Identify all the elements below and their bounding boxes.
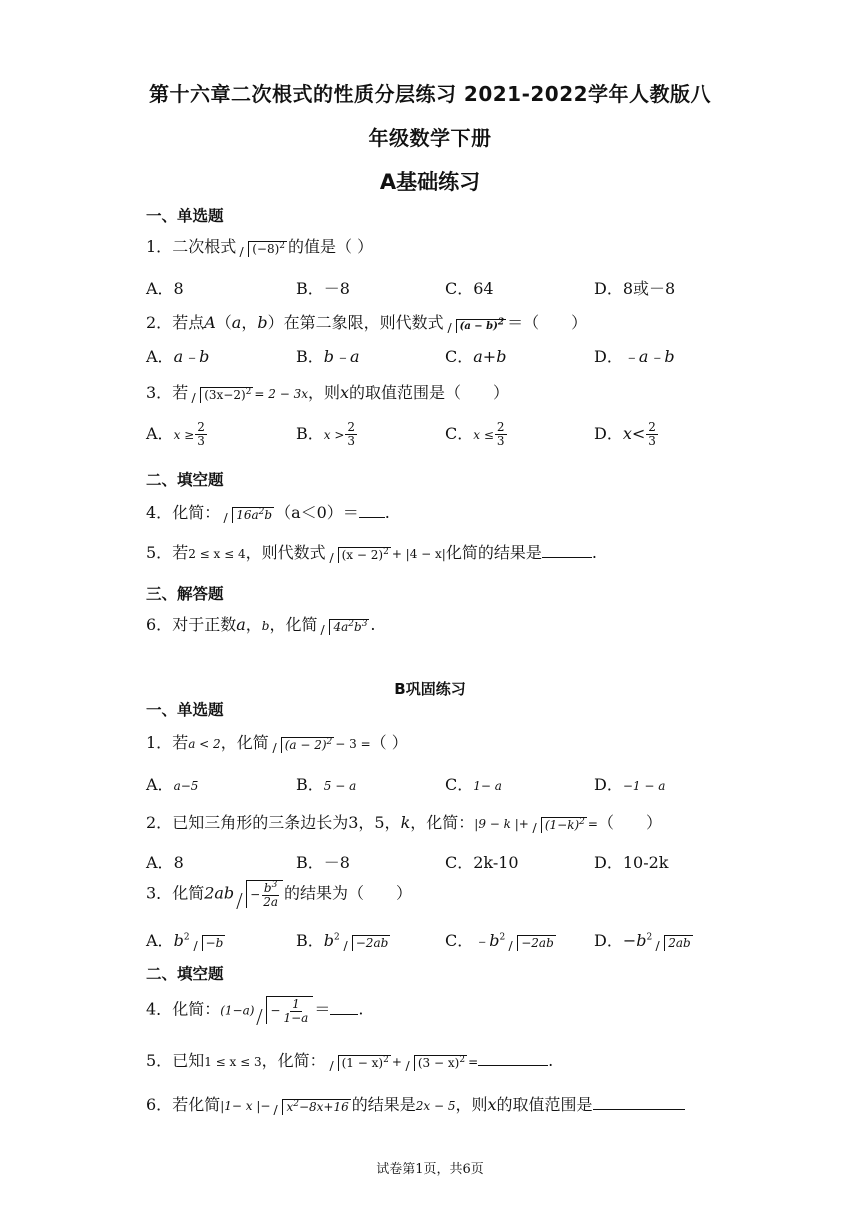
page-title-line2: 年级数学下册 [368, 126, 492, 150]
option-b1-d[interactable]: D．−1 − a [594, 775, 666, 794]
option-a2-b[interactable]: B．b﹣a [296, 347, 360, 366]
question-a3: 3．若 $(3x-2)^2 = 2 - 3x$，则x的取值范围是（ ） [146, 383, 510, 402]
radical: $(-8)^2$ [237, 238, 287, 257]
option-a3-d[interactable]: D．x< $\frac{2}{3}$ [594, 420, 656, 448]
option-a3-a[interactable]: A．x ≥ $\frac{2}{3}$ [146, 420, 205, 448]
radical: − $\frac{1}{1-a}$ [255, 996, 313, 1024]
radical: $(a - 2)^2$ [270, 734, 335, 753]
question-b6: 6．若化简|1− x |− $x^2-8x+16$ 的结果是2x − 5，则x的取值范围是 [146, 1092, 685, 1115]
question-a2: 2．若点A（a，b）在第二象限，则代数式 $(a - b)^2$ ＝（ ） [146, 313, 588, 332]
option-b2-d[interactable]: D．10-2k [594, 853, 669, 872]
answer-blank[interactable] [593, 1109, 685, 1110]
section-a-title: A基础练习 [379, 170, 481, 194]
option-b3-a[interactable]: A．$b^2 -b$ [146, 931, 224, 950]
option-a2-d[interactable]: D．﹣a﹣b [594, 347, 675, 366]
answer-blank[interactable] [478, 1065, 548, 1066]
answer-blank[interactable] [359, 517, 385, 518]
section-b-title: B巩固练习 [394, 680, 466, 698]
question-a4: 4．化简： $16a^2b$ （a＜0）＝ . [146, 503, 390, 522]
question-b2: 2．已知三角形的三条边长为3，5，k，化简：|9 − k |+ $(1-k)^2$ =（ ） [146, 813, 662, 832]
question-b4: 4．化简：(1−a) − $\frac{1}{1-a}$ ＝ . [146, 997, 364, 1025]
page-title-line1: 第十六章二次根式的性质分层练习 2021-2022学年人教版八 [148, 82, 712, 106]
section-heading-single-choice-b: 一、单选题 [146, 701, 224, 719]
question-b5: 5．已知1 ≤ x ≤ 3，化简： $(1 - x)^2 + (3 - x)^2$ = . [146, 1051, 554, 1070]
radical: − $\frac{b^3}{2a}$ [235, 880, 283, 908]
section-heading-single-choice-a: 一、单选题 [146, 207, 224, 225]
option-b3-b[interactable]: B．$b^2 -2ab$ [296, 931, 389, 950]
radical: $(1 - x)^2$ [327, 1052, 391, 1071]
radical: $(3x-2)^2$ [189, 384, 253, 403]
radical: $(a - b)^2$ [445, 314, 507, 333]
option-a2-c[interactable]: C．a+b [445, 347, 507, 366]
radical: $(3 - x)^2$ [403, 1052, 467, 1071]
option-b3-d[interactable]: D．$-b^2$ 2ab [594, 931, 691, 950]
option-a2-a[interactable]: A．a﹣b [146, 347, 210, 366]
option-b2-c[interactable]: C．2k-10 [445, 853, 519, 872]
section-heading-answer-a: 三、解答题 [146, 585, 224, 603]
question-a5: 5．若2 ≤ x ≤ 4，则代数式 $(x - 2)^2 + |4 - x|$化简的结果是 . [146, 543, 597, 562]
question-b3: 3．化简2ab − $\frac{b^3}{2a}$ 的结果为（ ） [146, 880, 413, 909]
option-b1-a[interactable]: A．a−5 [146, 775, 199, 794]
answer-blank[interactable] [330, 1014, 358, 1015]
option-a1-c[interactable]: C．64 [445, 279, 494, 298]
option-b3-c[interactable]: C．$﹣b^2 -2ab$ [445, 931, 554, 950]
question-a6: 6．对于正数a，b，化简 $4a^2b^3$ . [146, 615, 376, 634]
option-a1-b[interactable]: B．－8 [296, 279, 350, 298]
radical: $4a^2b^3$ [318, 616, 369, 635]
option-b1-b[interactable]: B．5 − a [296, 775, 357, 794]
option-b2-b[interactable]: B．－8 [296, 853, 350, 872]
page-footer: 试卷第1页，共6页 [376, 1162, 484, 1177]
answer-blank[interactable] [542, 557, 592, 558]
option-a1-a[interactable]: A．8 [146, 279, 184, 298]
radical: $16a^2b$ [221, 504, 274, 523]
option-b1-c[interactable]: C．1− a [445, 775, 502, 794]
section-heading-fill-blank-a: 二、填空题 [146, 471, 224, 489]
radical: $(x - 2)^2$ [327, 544, 391, 563]
radical: $x^2-8x+16$ [271, 1096, 350, 1115]
section-heading-fill-blank-b: 二、填空题 [146, 965, 224, 983]
question-a1: 1．二次根式 $(-8)^2$ 的值是（ ） [146, 237, 374, 256]
question-b1: 1．若a < 2，化简 $(a - 2)^2 - 3$ =（ ） [146, 733, 408, 752]
option-a3-b[interactable]: B．x > $\frac{2}{3}$ [296, 420, 356, 448]
option-b2-a[interactable]: A．8 [146, 853, 184, 872]
option-a3-c[interactable]: C．x ≤ $\frac{2}{3}$ [445, 420, 505, 448]
option-a1-d[interactable]: D．8或－8 [594, 279, 676, 298]
radical: $(1-k)^2$ [530, 814, 587, 833]
